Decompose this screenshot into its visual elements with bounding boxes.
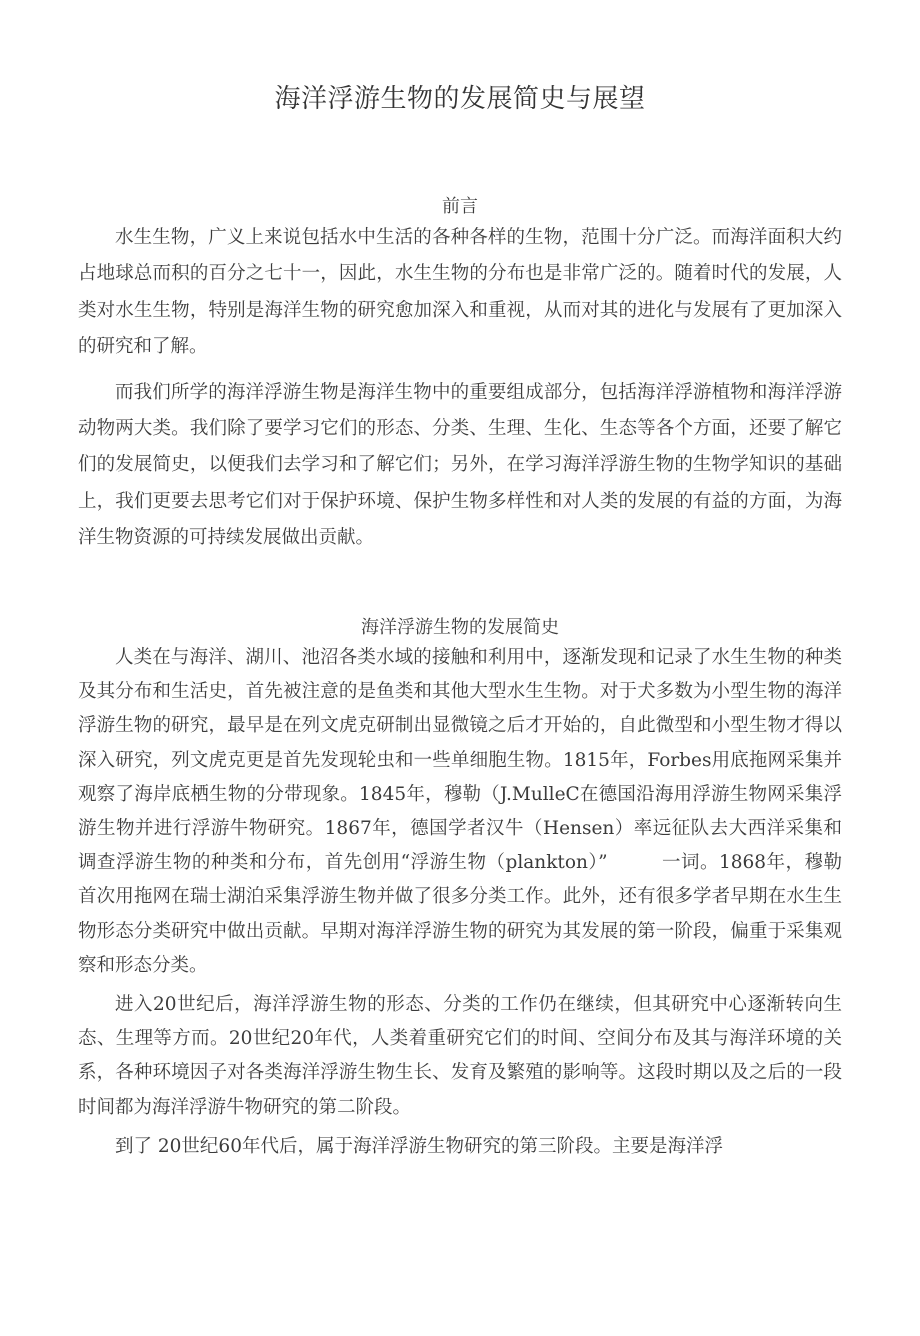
page-title: 海洋浮游生物的发展简史与展望 bbox=[274, 84, 646, 114]
paragraph-part-b: 一词。1868年，穆勒首次用拖网在瑞士湖泊采集浮游生物并做了很多分类工作。此外，还有很多学者早期在水生生物形态分类研究中做出贡献。早期对海洋浮游生物的研究为其发展的第一阶段，偏重于采集观察和形态分类。 bbox=[78, 852, 842, 976]
paragraph-part-a: 人类在与海洋、湖川、池沼各类水域的接触和利用中，逐渐发现和记录了水生生物的种类及其分布和生活史，首先被注意的是鱼类和其他大型水生生物。对于犬多数为小型生物的海洋浮游生物的研究，最早是在列文虎克研制出显微镜之后才开始的，自此微型和小型生物才得以深入研究，列文虎克更是首先发现轮虫和一些单细胞生物。1815年，Forbes用底拖网采集并观察了海岸底栖生物的分带现象。1845年，穆勒（J.MulleC在德国沿海用浮游生物网采集浮游生物并进行浮游牛物研究。1867年，德国学者汉牛（Hensen）率远征队去大西洋采集和调查浮游生物的种类和分布，首先创用“浮游生物（plankton）” bbox=[78, 646, 842, 874]
document-body bbox=[78, 0, 842, 1164]
paragraph: 水生生物，广义上来说包括水中生活的各种各样的生物，范围十分广泛。而海洋面积大约占地球总而积的百分之七十一，因此，水生生物的分布也是非常广泛的。随着时代的发展，人类对水生生物，特别是海洋生物的研究愈加深入和重视，从而对其的进化与发展有了更加深入的研究和了解。 bbox=[78, 227, 842, 357]
section-heading-preface: 前言 bbox=[442, 196, 478, 218]
paragraph: 到了 20世纪60年代后，属于海洋浮游生物研究的第三阶段。主要是海洋浮 bbox=[115, 1135, 723, 1157]
paragraph: 进入20世纪后，海洋浮游生物的形态、分类的工作仍在继续，但其研究中心逐渐转向生态、生理等方而。20世纪20年代，人类着重研究它们的时间、空间分布及其与海洋环境的关系，各种环境因子对各类海洋浮游生物生长、发育及繁殖的影响等。这段时期以及之后的一段时间都为海洋浮游牛物研究的第二阶段。 bbox=[78, 993, 842, 1118]
section-heading-history: 海洋浮游生物的发展简史 bbox=[361, 616, 559, 638]
section-preface bbox=[78, 117, 842, 556]
paragraph bbox=[78, 641, 842, 983]
section-history bbox=[78, 556, 842, 1164]
paragraph: 而我们所学的海洋浮游生物是海洋生物中的重要组成部分，包括海洋浮游植物和海洋浮游动物两大类。我们除了要学习它们的形态、分类、生理、生化、生态等各个方面，还要了解它们的发展简史，以便我们去学习和了解它们；另外，在学习海洋浮游生物的生物学知识的基础上，我们更要去思考它们对于保护环境、保护生物多样性和对人类的发展的有益的方面，为海洋生物资源的可持续发展做出贡献。 bbox=[78, 381, 842, 548]
